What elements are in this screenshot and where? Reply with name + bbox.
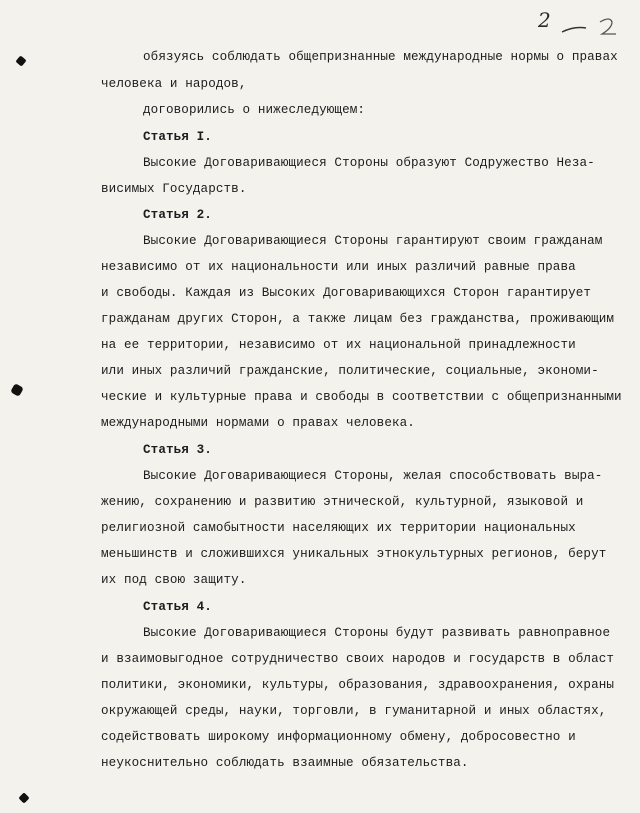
text-line: меньшинств и сложившихся уникальных этнокультурных регионов, берут — [101, 547, 607, 561]
text-line: независимо от их национальности или иных различий равные права — [101, 260, 576, 274]
hole-punch-mark — [18, 792, 29, 803]
text-line: окружающей среды, науки, торговли, в гуманитарной и иных областях, — [101, 704, 607, 718]
article-4-heading: Статья 4. — [143, 600, 212, 614]
text-line: обязуясь соблюдать общепризнанные международные нормы о правах — [143, 50, 618, 64]
text-line: ческие и культурные права и свободы в соответствии с общепризнанными — [101, 390, 622, 404]
hole-punch-mark — [10, 383, 24, 397]
text-line: гражданам других Сторон, а также лицам без гражданства, проживающим — [101, 312, 615, 326]
article-2-heading: Статья 2. — [143, 208, 212, 222]
text-line: человека и народов, — [101, 77, 247, 91]
text-line: их под свою защиту. — [101, 573, 247, 587]
text-line: Высокие Договаривающиеся Стороны будут развивать равноправное — [143, 626, 611, 640]
page-number: 2 — [538, 8, 551, 32]
article-1-heading: Статья I. — [143, 130, 212, 144]
handwritten-mark-icon — [560, 12, 620, 40]
text-line: религиозной самобытности населяющих их территории национальных — [101, 521, 576, 535]
text-line: международными нормами о правах человека. — [101, 416, 415, 430]
text-line: висимых Государств. — [101, 182, 247, 196]
text-line: Высокие Договаривающиеся Стороны, желая способствовать выра- — [143, 469, 603, 483]
text-line: неукоснительно соблюдать взаимные обязательства. — [101, 756, 469, 770]
text-line: Высокие Договаривающиеся Стороны гарантируют своим гражданам — [143, 234, 603, 248]
text-line: политики, экономики, культуры, образования, здравоохранения, охраны — [101, 678, 615, 692]
text-line: или иных различий гражданские, политические, социальные, экономи- — [101, 364, 599, 378]
text-line: Высокие Договаривающиеся Стороны образуют Содружество Неза- — [143, 156, 595, 170]
text-line: на ее территории, независимо от их национальной принадлежности — [101, 338, 576, 352]
text-line: и взаимовыгодное сотрудничество своих народов и государств в област — [101, 652, 615, 666]
text-line: содействовать широкому информационному обмену, добросовестно и — [101, 730, 576, 744]
text-line: жению, сохранению и развитию этнической, культурной, языковой и — [101, 495, 584, 509]
hole-punch-mark — [15, 55, 26, 66]
article-3-heading: Статья 3. — [143, 443, 212, 457]
text-line: договорились о нижеследующем: — [143, 103, 366, 117]
text-line: и свободы. Каждая из Высоких Договаривающихся Сторон гарантирует — [101, 286, 592, 300]
